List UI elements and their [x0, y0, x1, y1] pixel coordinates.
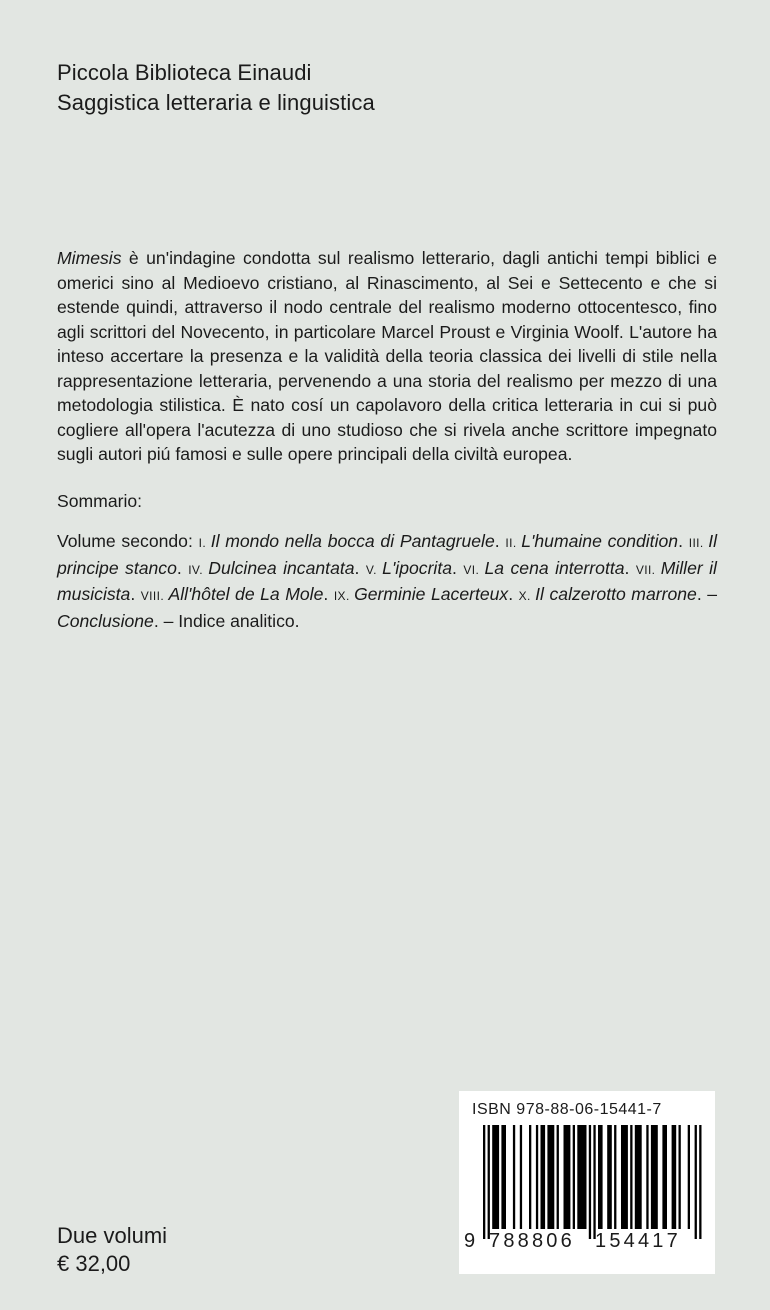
series-name: Piccola Biblioteca Einaudi	[57, 60, 312, 85]
barcode-bar	[573, 1125, 575, 1229]
barcode-bar	[695, 1125, 697, 1239]
table-of-contents: Volume secondo: I. Il mondo nella bocca di Pantagruele. II. L'humaine condition. III. Il principe stanco. IV. Dulcinea incantata. V. L'ipocrita. VI. La cena interrotta. VII. Miller il musicista. VIII. All'hôtel de La Mole. IX. Germinie Lacerteux. X. Il calzerotto marrone. – Conclusione. – Indice analitico.	[57, 531, 718, 631]
barcode-bar	[699, 1125, 701, 1239]
barcode-bar	[607, 1125, 612, 1229]
ean-digits	[459, 1230, 715, 1260]
ean-digits-right: 154417	[595, 1230, 681, 1252]
barcode-bar	[483, 1125, 485, 1239]
price-block	[57, 1222, 167, 1278]
chapter-number: VIII.	[140, 589, 169, 603]
chapter-title: L'humaine condition	[521, 531, 679, 551]
barcode-bar	[520, 1125, 522, 1229]
series-heading	[57, 58, 375, 118]
ean-digits-left: 788806	[489, 1230, 575, 1252]
ean-digit-first: 9	[464, 1230, 476, 1252]
chapter-title: All'hôtel de La Mole	[168, 584, 324, 604]
barcode-panel	[459, 1091, 715, 1274]
chapter-number: V.	[365, 562, 383, 577]
barcode-bar	[621, 1125, 628, 1229]
price-value: € 32,00	[57, 1251, 131, 1276]
barcode-bar	[541, 1125, 546, 1229]
series-subtitle: Saggistica letteraria e linguistica	[57, 90, 375, 115]
chapter-number: IV.	[188, 562, 209, 577]
barcode-bar	[646, 1125, 648, 1229]
barcode-bar	[547, 1125, 554, 1229]
barcode-bar	[564, 1125, 571, 1229]
description-paragraph	[57, 246, 717, 467]
barcode-bar	[593, 1125, 595, 1239]
barcode-bar	[557, 1125, 559, 1229]
chapter-number: III.	[688, 536, 709, 550]
barcode-bar	[529, 1125, 531, 1229]
barcode-bar	[598, 1125, 603, 1229]
chapter-title: Germinie Lacerteux	[354, 584, 509, 604]
contents-intro: Volume secondo:	[57, 531, 199, 551]
chapter-title: Il mondo nella bocca di Pantagruele	[210, 531, 495, 551]
barcode-bar	[577, 1125, 586, 1229]
barcode-bar	[501, 1125, 506, 1229]
chapter-title: L'ipocrita	[382, 557, 453, 578]
contents-heading: Sommario:	[57, 491, 143, 511]
isbn-label: ISBN 978-88-06-15441-7	[472, 1101, 662, 1118]
barcode-bar	[651, 1125, 658, 1229]
barcode-bar	[662, 1125, 667, 1229]
chapter-title: Dulcinea incantata	[208, 557, 355, 578]
barcode-bar	[630, 1125, 632, 1229]
chapter-number: X.	[518, 589, 536, 603]
book-title: Mimesis	[57, 248, 122, 268]
chapter-number: VII.	[635, 562, 661, 577]
barcode-bar	[688, 1125, 690, 1229]
barcode-bar	[635, 1125, 642, 1229]
barcode-bar	[492, 1125, 499, 1229]
chapter-title: La cena interrotta	[484, 557, 625, 578]
barcode-bar	[679, 1125, 681, 1229]
chapter-number: VI.	[463, 562, 485, 577]
conclusion-title: Conclusione	[57, 610, 154, 631]
volumes-label: Due volumi	[57, 1223, 168, 1248]
chapter-number: IX.	[333, 589, 355, 603]
barcode-bar	[614, 1125, 616, 1229]
chapter-title: Miller il musicista	[57, 557, 717, 604]
barcode-bar	[589, 1125, 591, 1239]
description-text: è un'indagine condotta sul realismo letterario, dagli antichi tempi biblici e omerici sino al Medioevo cristiano, al Rinascimento, al Sei e Settecento e che si estende quindi, attraverso il nodo centrale del realismo moderno ottocentesco, fino agli scrittori del Novecento, in particolare Marcel Proust e Virginia Woolf. L'autore ha inteso accertare la presenza e la validità della teoria classica dei livelli di stile nella rappresentazione letteraria, pervenendo a una storia del realismo per mezzo di una metodologia stilistica. È nato cosí un capolavoro della critica letteraria in cui si può cogliere all'opera l'acutezza di uno studioso che si rivela anche scrittore impegnato sugli autori piú famosi e sulle opere principali della civiltà europea.	[57, 248, 717, 464]
chapter-number: I.	[198, 536, 211, 550]
barcode-bar	[513, 1125, 515, 1229]
chapter-title: Il principe stanco	[57, 531, 718, 578]
chapter-title: Il calzerotto marrone	[535, 584, 697, 604]
barcode-bar	[488, 1125, 490, 1239]
chapter-number: II.	[505, 536, 522, 550]
index-title: Indice analitico.	[178, 610, 300, 631]
barcode-bar	[672, 1125, 677, 1229]
barcode-bar	[536, 1125, 538, 1229]
